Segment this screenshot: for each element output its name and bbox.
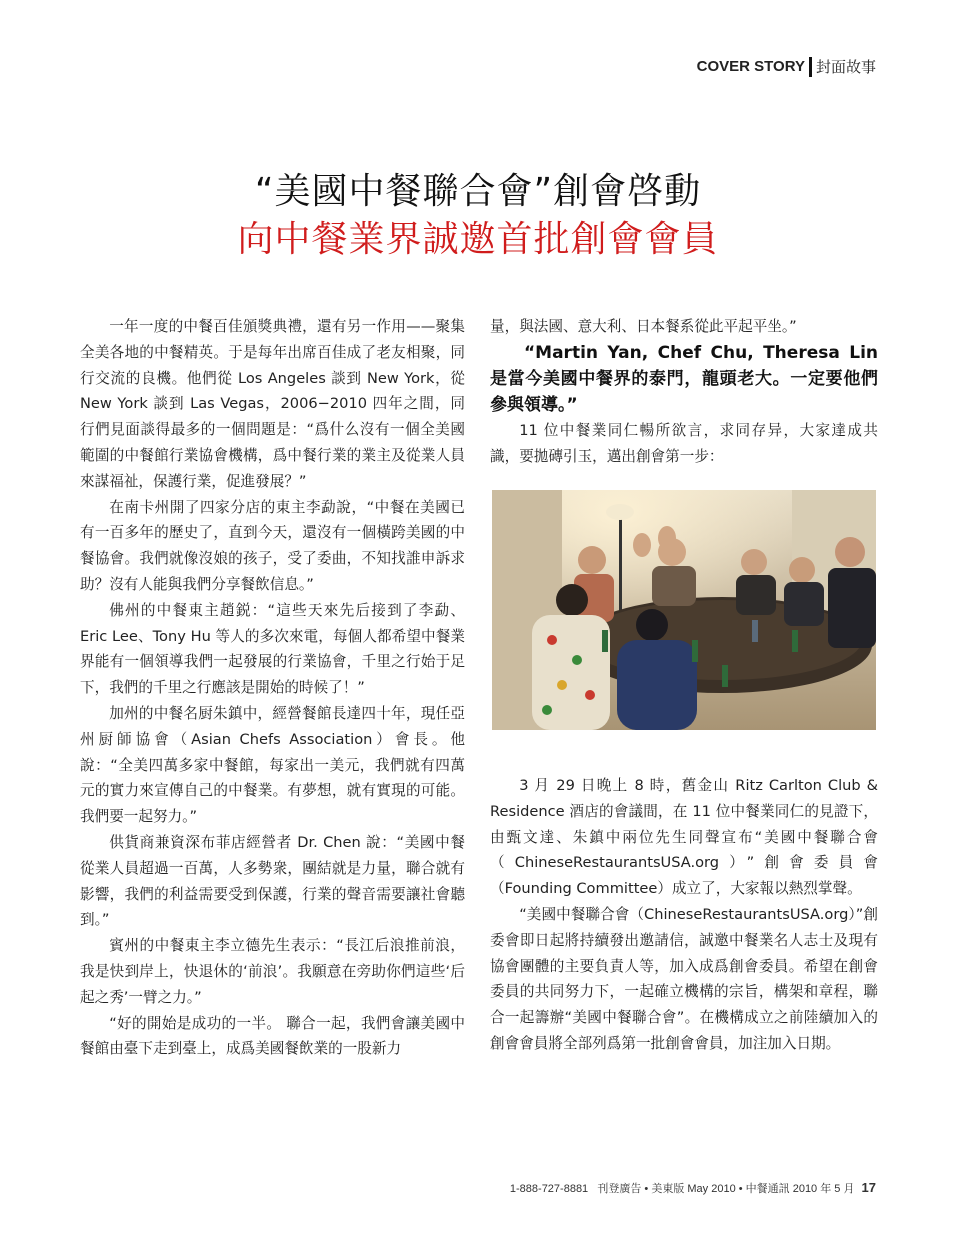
footer-phone: 1-888-727-8881	[509, 1183, 589, 1195]
right-column-bottom	[490, 773, 878, 1057]
paragraph: 加州的中餐名厨朱鎮中，經營餐館長達四十年，現任亞州厨師協會（Asian Chefs Association）會長。他說：“全美四萬多家中餐館，每家出一美元，我們就有四萬元的實力來宣傳自己的中餐業。有夢想，就有實現的可能。我們要一起努力。”	[80, 704, 465, 826]
paragraph: 一年一度的中餐百佳頒獎典禮，還有另一作用——聚集全美各地的中餐精英。于是每年出席百佳成了老友相聚，同行交流的良機。他們從 Los Angeles 談到 New York，從 New York 談到 Las Vegas，2006−2010 四年之間，同行們見面談得最多的一個問題是：“爲什么沒有一個全美國範圍的中餐館行業協會機構，爲中餐行業的業主及從業人員來謀福祉，保護行業，促進發展？”	[80, 318, 465, 490]
meeting-photo-illustration	[492, 490, 876, 730]
pull-quote: “Martin Yan, Chef Chu, Theresa Lin 是當今美國中餐界的泰門，龍頭老大。一定要他們參與領導。”	[490, 342, 878, 415]
footer-publication: 刊登廣告 • 美東版 May 2010 • 中餐通訊 2010 年 5 月	[597, 1183, 855, 1195]
paragraph: 在南卡州開了四家分店的東主李勐說，“中餐在美國已有一百多年的歷史了，直到今天，還沒有一個橫跨美國的中餐協會。我們就像沒娘的孩子，受了委曲，不知找誰申訴求助？沒有人能與我們分享餐飲信息。”	[80, 498, 465, 593]
paragraph: 佛州的中餐東主趙鋭：“這些天來先后接到了李勐、Eric Lee、Tony Hu 等人的多次來電，每個人都希望中餐業界能有一個領導我們一起發展的行業協會，千里之行始于足下，我們的千里之行應該是開始的時候了！”	[80, 601, 465, 697]
paragraph: 賓州的中餐東主李立德先生表示：“長江后浪推前浪，我是快到岸上，快退休的‘前浪’。我願意在旁助你們這些‘后起之秀’一臂之力。”	[80, 937, 465, 1006]
paragraph: “美國中餐聯合會（ChineseRestaurantsUSA.org）”創委會即日起將持續發出邀請信，誠邀中餐業名人志士及現有協會團體的主要負責人等，加入成爲創會委員。希望在創會委員的共同努力下，一起確立機構的宗旨，構架和章程，聯合一起籌辦“美國中餐聯合會”。在機構成立之前陸續加入的創會會員將全部列爲第一批創會會員，加注加入日期。	[490, 905, 878, 1052]
paragraph: 3 月 29 日晚上 8 時，舊金山 Ritz Carlton Club & Residence 酒店的會議間，在 11 位中餐業同仁的見證下，由甄文達、朱鎮中兩位先生同聲宣布“美國中餐聯合會（ChineseRestaurantsUSA.org）”創會委員會（Founding Committee）成立了，大家報以熱烈掌聲。	[490, 777, 878, 898]
paragraph: “好的開始是成功的一半。 聯合一起，我們會讓美國中餐館由臺下走到臺上，成爲美國餐飲業的一股新力	[80, 1014, 465, 1058]
section-label-en: COVER STORY	[696, 58, 805, 75]
section-header	[697, 56, 876, 77]
title-line-2: 向中餐業界誠邀首批創會會員	[237, 219, 719, 260]
page-footer	[510, 1180, 876, 1196]
paragraph-continuation: 量，與法國、意大利、日本餐系從此平起平坐。”	[490, 318, 797, 335]
meeting-photo	[492, 490, 876, 730]
right-column-top	[490, 314, 878, 469]
paragraph: 11 位中餐業同仁暢所欲言，求同存异，大家達成共識，要拋磚引玉，邁出創會第一步：	[490, 421, 878, 465]
article-title	[0, 170, 956, 262]
page-number: 17	[861, 1180, 876, 1195]
left-column	[80, 314, 465, 1062]
section-label-cn: 封面故事	[815, 58, 876, 76]
header-divider	[809, 57, 812, 77]
title-line-1: “美國中餐聯合會”創會啓動	[254, 171, 702, 212]
paragraph: 供貨商兼資深布菲店經營者 Dr. Chen 說：“美國中餐從業人員超過一百萬，人多勢衆，團結就是力量，聯合就有影響，我們的利益需要受到保護，行業的聲音需要讓社會聽到。”	[80, 833, 465, 929]
